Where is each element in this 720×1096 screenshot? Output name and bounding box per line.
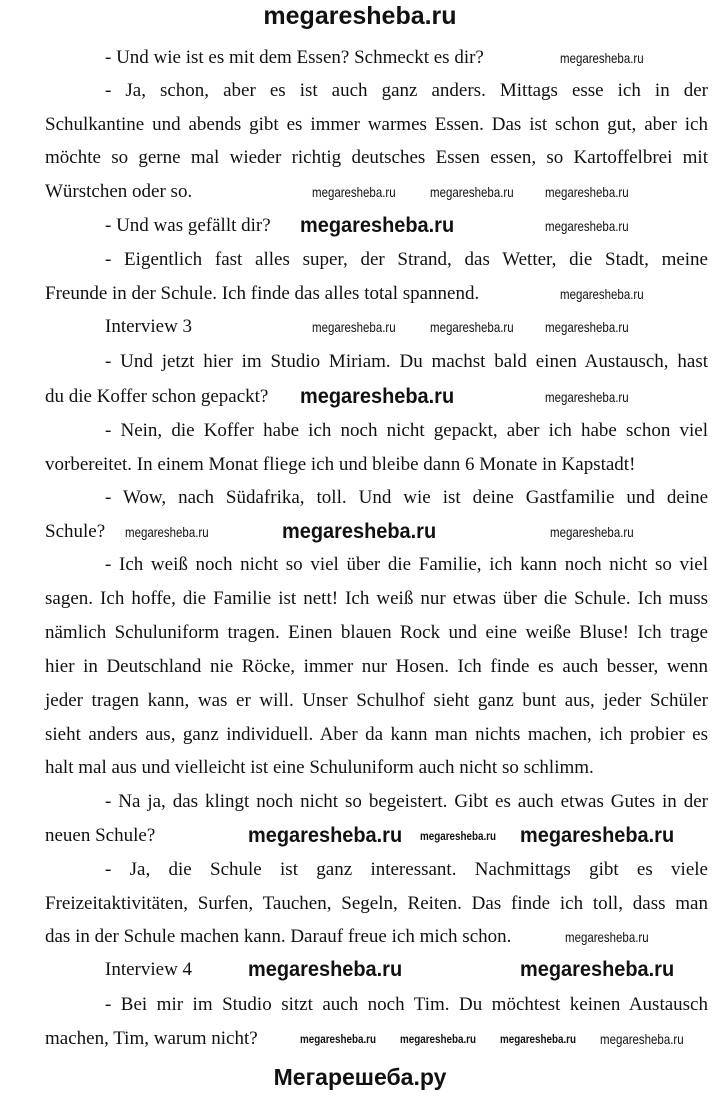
watermark: megaresheba.ru xyxy=(545,184,629,200)
text-line: Würstchen oder so. xyxy=(45,181,193,202)
watermark: megaresheba.ru xyxy=(248,824,403,847)
watermark: megaresheba.ru xyxy=(248,958,403,981)
watermark: megaresheba.ru xyxy=(520,824,675,847)
watermark: megaresheba.ru xyxy=(430,184,514,200)
watermark: megaresheba.ru xyxy=(282,520,437,543)
text-line: - Eigentlich fast alles super, der Strand, das Wetter, die Stadt, meine xyxy=(105,249,708,270)
watermark: megaresheba.ru xyxy=(312,319,396,335)
text-line: - Wow, nach Südafrika, toll. Und wie ist deine Gastfamilie und deine xyxy=(105,487,708,508)
text-line: Freizeitaktivitäten, Surfen, Tauchen, Segeln, Reiten. Das finde ich toll, dass man xyxy=(45,893,708,914)
text-line: jeder tragen kann, was er will. Unser Schulhof sieht ganz bunt aus, jeder Schüler xyxy=(45,690,708,711)
watermark: megaresheba.ru xyxy=(520,958,675,981)
watermark: megaresheba.ru xyxy=(420,829,497,843)
section-heading: Interview 3 xyxy=(105,316,193,337)
text-line: Schule? xyxy=(45,521,106,542)
watermark: megaresheba.ru xyxy=(300,214,455,237)
text-line: Schulkantine und abends gibt es immer warmes Essen. Das ist schon gut, aber ich xyxy=(45,114,708,135)
watermark: megaresheba.ru xyxy=(500,1032,577,1046)
text-line: neuen Schule? xyxy=(45,825,156,846)
watermark: megaresheba.ru xyxy=(300,385,455,408)
watermark: megaresheba.ru xyxy=(560,286,644,302)
text-line: Freunde in der Schule. Ich finde das alles total spannend. xyxy=(45,283,480,304)
text-line: sieht anders aus, ganz individuell. Aber da kann man nichts machen, ich probier es xyxy=(45,724,708,745)
watermark: megaresheba.ru xyxy=(125,524,209,540)
text-line: du die Koffer schon gepackt? xyxy=(45,386,269,407)
watermark: megaresheba.ru xyxy=(430,319,514,335)
watermark: megaresheba.ru xyxy=(545,389,629,405)
text-line: - Und jetzt hier im Studio Miriam. Du machst bald einen Austausch, hast xyxy=(105,351,708,372)
text-line: halt mal aus und vielleicht ist eine Schuluniform auch nicht so schlimm. xyxy=(45,757,594,778)
text-line: - Nein, die Koffer habe ich noch nicht gepackt, aber ich habe schon viel xyxy=(105,420,708,441)
text-line: - Na ja, das klingt noch nicht so begeistert. Gibt es auch etwas Gutes in der xyxy=(105,791,708,812)
text-line: sagen. Ich hoffe, die Familie ist nett! Ich weiß nur etwas über die Schule. Ich muss xyxy=(45,588,708,609)
text-line: - Und wie ist es mit dem Essen? Schmeckt es dir? xyxy=(105,47,484,68)
site-footer: Мегарешеба.ру xyxy=(273,1064,447,1090)
watermark: megaresheba.ru xyxy=(550,524,634,540)
text-line: hier in Deutschland nie Röcke, immer nur Hosen. Ich finde es auch besser, wenn xyxy=(45,656,708,677)
watermark: megaresheba.ru xyxy=(300,1032,377,1046)
text-line: vorbereitet. In einem Monat fliege ich und bleibe dann 6 Monate in Kapstadt! xyxy=(45,454,636,475)
watermark: megaresheba.ru xyxy=(600,1031,684,1047)
watermark: megaresheba.ru xyxy=(560,50,644,66)
text-line: nämlich Schuluniform tragen. Einen blauen Rock und eine weiße Bluse! Ich trage xyxy=(45,622,708,643)
watermark: megaresheba.ru xyxy=(400,1032,477,1046)
text-line: - Ich weiß noch nicht so viel über die Familie, ich kann noch nicht so viel xyxy=(105,554,708,575)
watermark: megaresheba.ru xyxy=(565,929,649,945)
text-line: - Und was gefällt dir? xyxy=(105,215,271,236)
text-line: - Ja, die Schule ist ganz interessant. Nachmittags gibt es viele xyxy=(105,859,708,880)
section-heading: Interview 4 xyxy=(105,959,193,980)
text-line: möchte so gerne mal wieder richtig deutsches Essen essen, so Kartoffelbrei mit xyxy=(45,147,708,168)
watermark: megaresheba.ru xyxy=(545,218,629,234)
site-header: megaresheba.ru xyxy=(263,2,457,30)
text-line: - Bei mir im Studio sitzt auch noch Tim. Du möchtest keinen Austausch xyxy=(105,994,708,1015)
text-line: - Ja, schon, aber es ist auch ganz anders. Mittags esse ich in der xyxy=(105,80,708,101)
text-line: machen, Tim, warum nicht? xyxy=(45,1028,258,1049)
text-line: das in der Schule machen kann. Darauf freue ich mich schon. xyxy=(45,926,512,947)
watermark: megaresheba.ru xyxy=(545,319,629,335)
watermark: megaresheba.ru xyxy=(312,184,396,200)
